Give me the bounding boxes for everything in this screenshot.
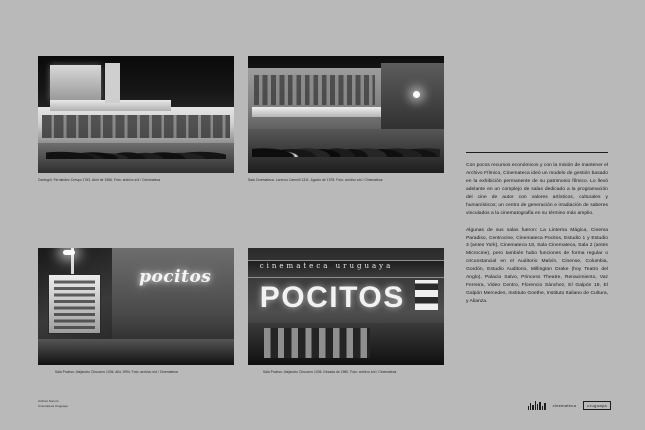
photo-caption-4: Sala Pocitos. Alejandro Chucarro 1036. Década de 1980. Foto: archivo s/d / Cinemateca [263,370,397,374]
divider-rule [466,152,608,153]
photo-windows [254,75,376,105]
photo-caption-3: Sala Pocitos. Alejandro Chucarro 1036. Año 1994. Foto: archivo s/d / Cinemateca [55,370,178,374]
text-column [466,152,608,315]
footer-credit-line-2: Cinemateca Uruguaya [38,403,68,408]
photo-content [248,56,444,173]
photo-cinemateca-uruguaya-pocitos [248,248,444,365]
photo-content [38,56,234,173]
photo-cinemateca-cantegril [38,56,234,173]
photo-content [248,248,444,365]
photo-content [38,248,234,365]
photo-marquee-sign [50,65,101,100]
photo-sala-pocitos-neon [38,248,234,365]
photo-caption-1: Cantegril. Fernández Crespo 1763. Abril de 1986. Foto: archivo s/d / Cinemateca [38,178,161,182]
footer-logo [528,401,611,410]
photo-entrance-doors [264,328,370,358]
photo-vertical-sign [105,63,121,103]
photo-billboard [48,274,101,335]
footer-credit [38,399,68,408]
footer-credit-line-1: Archivo Sonoro [38,399,59,403]
photo-lamp-light [63,250,75,255]
sign-band-text: cinemateca uruguaya [259,261,394,270]
photo-sala-cinemateca [248,56,444,173]
logo-text: cinemateca [552,403,577,408]
photo-sign-band [248,260,444,278]
logo-box-text: uruguaya [583,401,611,410]
photo-ground [38,339,234,365]
film-strip-icon [528,401,546,410]
photo-queue-of-people [252,108,440,157]
body-paragraph-1: Con pocos recursos económicos y con la misión de mantener el Archivo Fílmico, Cinemateca ideó un modelo de gestión basado en la exhibición permanente de su patrimonio fílmico. Lo llevó adelante en un complejo de salas dedicado a la programación del cine de autor con valores artísticos, culturales y humanísticos; un centro de generación e irradiación de saberes vinculados a la cinematografía en su término más amplio. [466,163,608,216]
marquee-title-pocitos: POCITOS [259,280,405,314]
body-paragraph-2: Algunas de sus salas fueron: La Linterna Mágica, Cinema Paradiso, Centrocine, Cinemateca Pocitos, Estudio 1 y Estudio 3 (antes York), Cinemateca 18, Sala Cinemateca, Sala 2 (antes Microcine), pero también hubo funciones de forma regular o circunstancial en el Auditorio Malvín, Cinense, Columbia, Gordón, Estudio Auditorio, Millington Drake (hoy Teatro del Anglo), Palacio Salvo, Princess Theatre, Renacimiento, Vaz Ferreira, Video Centro, Florencio Sánchez, El Galpón 18, El Galpón Mercedes, Instituto Goethe, Instituto Italiano de Cultura, y Alianza. [466,227,608,304]
photo-caption-2: Sala Cinemateca. Lorenzo Carnelli 1311. Agosto de 1978. Foto: archivo s/d / Cinemateca [248,178,383,182]
neon-sign-pocitos: pocitos [139,266,212,287]
photo-crowd [46,124,226,159]
photo-stripe-panel [415,280,439,310]
